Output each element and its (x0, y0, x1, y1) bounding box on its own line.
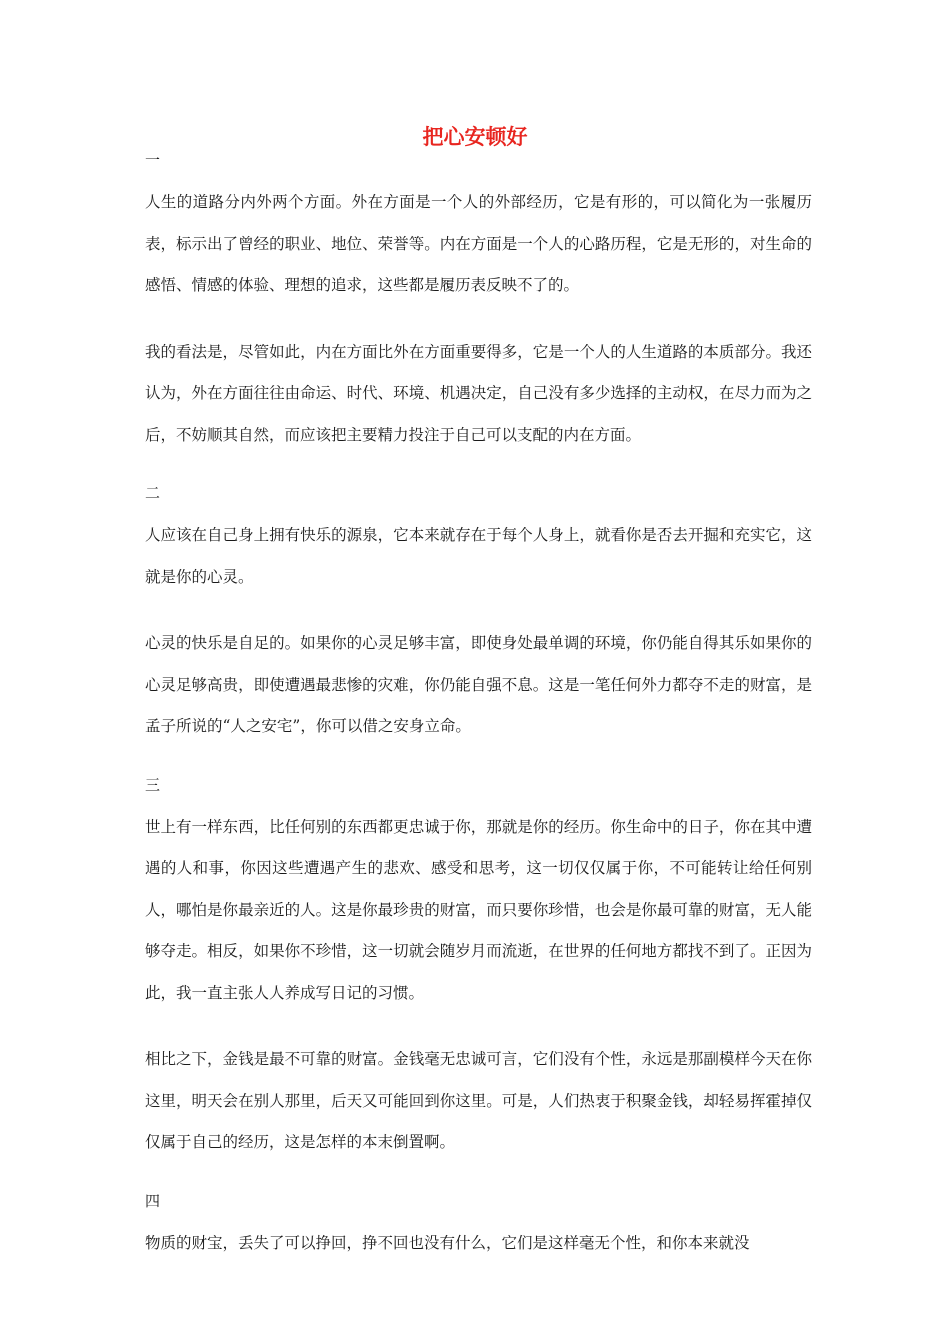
paragraph: 心灵的快乐是自足的。如果你的心灵足够丰富，即使身处最单调的环境，你仍能自得其乐如果你的心灵足够高贵，即使遭遇最悲惨的灾难，你仍能自强不息。这是一笔任何外力都夺不走的财富，是孟子所说的“人之安宅”，你可以借之安身立命。 (145, 634, 812, 735)
paragraph: 人生的道路分内外两个方面。外在方面是一个人的外部经历，它是有形的，可以简化为一张履历表，标示出了曾经的职业、地位、荣誉等。内在方面是一个人的心路历程，它是无形的，对生命的感悟、情感的体验、理想的追求，这些都是履历表反映不了的。 (145, 193, 812, 294)
section-3 (145, 773, 812, 1164)
paragraph: 相比之下，金钱是最不可靠的财富。金钱毫无忠诚可言，它们没有个性，永远是那副模样今天在你这里，明天会在别人那里，后天又可能回到你这里。可是，人们热衷于积聚金钱，却轻易挥霍掉仅仅属于自己的经历，这是怎样的本末倒置啊。 (145, 1050, 812, 1151)
section-2 (145, 481, 812, 748)
section-heading: 四 (145, 1191, 161, 1210)
paragraph: 我的看法是，尽管如此，内在方面比外在方面重要得多，它是一个人的人生道路的本质部分。我还认为，外在方面往往由命运、时代、环境、机遇决定，自己没有多少选择的主动权，在尽力而为之后，不妨顺其自然，而应该把主要精力投注于自己可以支配的内在方面。 (145, 342, 812, 444)
section-4 (145, 1189, 812, 1265)
section-1 (145, 148, 812, 456)
section-heading: 三 (145, 775, 161, 794)
document-title: 把心安顿好 (422, 125, 528, 149)
section-heading: 二 (145, 484, 161, 502)
section-heading: 一 (145, 151, 161, 169)
paragraph: 世上有一样东西，比任何别的东西都更忠诚于你，那就是你的经历。你生命中的日子，你在其中遭遇的人和事，你因这些遭遇产生的悲欢、感受和思考，这一切仅仅属于你，不可能转让给任何别人，哪怕是你最亲近的人。这是你最珍贵的财富，而只要你珍惜，也会是你最可靠的财富，无人能够夺走。相反，如果你不珍惜，这一切就会随岁月而流逝，在世界的任何地方都找不到了。正因为此，我一直主张人人养成写日记的习惯。 (145, 817, 812, 1002)
paragraph: 物质的财宝，丢失了可以挣回，挣不回也没有什么，它们是这样毫无个性，和你本来就没 (145, 1233, 750, 1252)
document-body (145, 148, 812, 1289)
paragraph: 人应该在自己身上拥有快乐的源泉，它本来就存在于每个人身上，就看你是否去开掘和充实它，这就是你的心灵。 (145, 526, 812, 586)
